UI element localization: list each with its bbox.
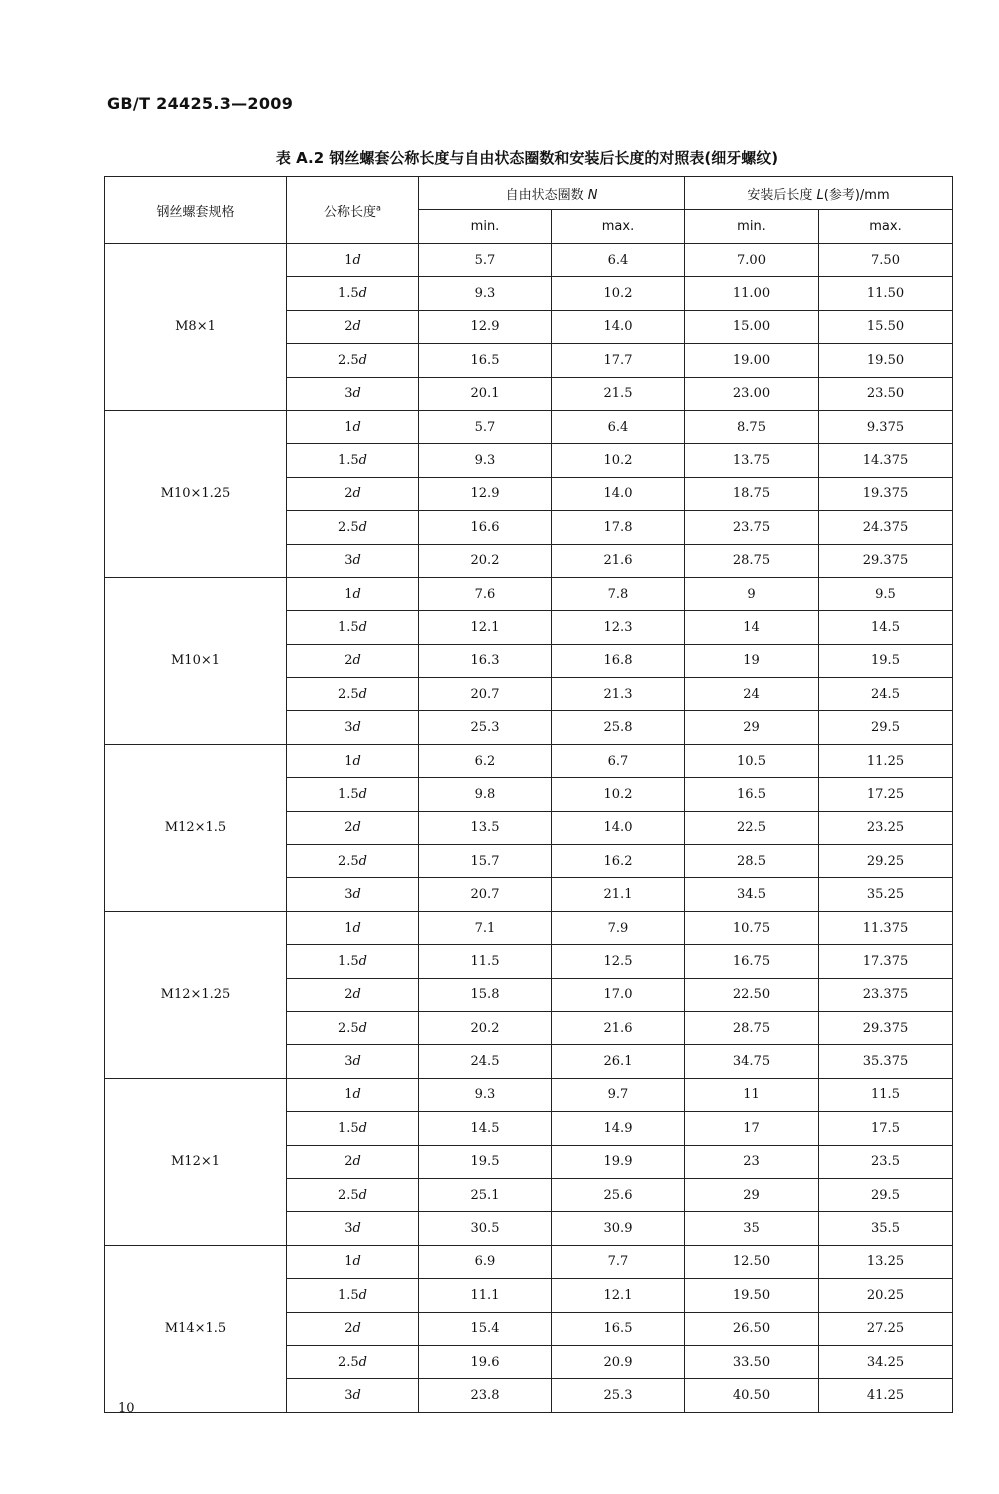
nominal-length-cell: 1.5d (287, 1279, 419, 1312)
free-max-cell: 12.3 (552, 611, 685, 644)
table-title: 表 A.2 钢丝螺套公称长度与自由状态圈数和安装后长度的对照表(细牙螺纹) (275, 149, 779, 167)
installed-min-cell: 26.50 (685, 1312, 819, 1345)
free-min-cell: 24.5 (419, 1045, 552, 1078)
table-row (105, 577, 953, 610)
installed-max-cell: 7.50 (819, 244, 953, 277)
nominal-length-cell: 1d (287, 1078, 419, 1111)
free-max-cell: 10.2 (552, 778, 685, 811)
free-max-cell: 16.2 (552, 845, 685, 878)
free-min-cell: 20.1 (419, 377, 552, 410)
free-max-cell: 21.1 (552, 878, 685, 911)
free-min-cell: 6.2 (419, 744, 552, 777)
free-min-cell: 25.3 (419, 711, 552, 744)
installed-max-cell: 11.50 (819, 277, 953, 310)
spec-cell: M14×1.5 (105, 1245, 287, 1412)
nominal-length-cell: 3d (287, 1212, 419, 1245)
free-max-cell: 25.3 (552, 1379, 685, 1412)
installed-max-cell: 15.50 (819, 310, 953, 343)
installed-min-cell: 34.5 (685, 878, 819, 911)
installed-max-cell: 19.5 (819, 644, 953, 677)
free-min-cell: 11.5 (419, 945, 552, 978)
free-min-cell: 7.6 (419, 577, 552, 610)
nominal-length-cell: 2.5d (287, 845, 419, 878)
installed-min-cell: 7.00 (685, 244, 819, 277)
installed-min-cell: 40.50 (685, 1379, 819, 1412)
installed-max-cell: 23.375 (819, 978, 953, 1011)
installed-min-cell: 18.75 (685, 477, 819, 510)
free-max-cell: 26.1 (552, 1045, 685, 1078)
nominal-length-cell: 1d (287, 911, 419, 944)
nominal-length-cell: 2d (287, 978, 419, 1011)
free-max-cell: 17.7 (552, 344, 685, 377)
installed-max-cell: 17.25 (819, 778, 953, 811)
free-min-cell: 12.9 (419, 477, 552, 510)
installed-min-cell: 19.00 (685, 344, 819, 377)
free-max-cell: 7.8 (552, 577, 685, 610)
installed-max-cell: 29.5 (819, 711, 953, 744)
installed-max-cell: 14.5 (819, 611, 953, 644)
installed-min-cell: 35 (685, 1212, 819, 1245)
free-max-cell: 6.4 (552, 244, 685, 277)
nominal-length-cell: 1.5d (287, 1112, 419, 1145)
nominal-length-cell: 2.5d (287, 1011, 419, 1044)
installed-max-cell: 35.5 (819, 1212, 953, 1245)
free-min-cell: 9.8 (419, 778, 552, 811)
table-row (105, 244, 953, 277)
installed-max-cell: 9.375 (819, 410, 953, 443)
spec-cell: M12×1 (105, 1078, 287, 1245)
free-min-cell: 5.7 (419, 410, 552, 443)
free-min-cell: 7.1 (419, 911, 552, 944)
installed-max-cell: 14.375 (819, 444, 953, 477)
free-min-cell: 16.5 (419, 344, 552, 377)
free-max-cell: 14.0 (552, 811, 685, 844)
free-min-cell: 5.7 (419, 244, 552, 277)
free-min-cell: 20.2 (419, 544, 552, 577)
header-installed-length: 安装后长度 L(参考)/mm (685, 177, 953, 210)
installed-max-cell: 29.375 (819, 544, 953, 577)
free-min-cell: 20.7 (419, 878, 552, 911)
nominal-length-cell: 3d (287, 377, 419, 410)
installed-max-cell: 41.25 (819, 1379, 953, 1412)
free-min-cell: 16.6 (419, 511, 552, 544)
free-max-cell: 25.6 (552, 1178, 685, 1211)
nominal-length-cell: 2d (287, 811, 419, 844)
nominal-length-cell: 2d (287, 644, 419, 677)
free-min-cell: 23.8 (419, 1379, 552, 1412)
installed-min-cell: 15.00 (685, 310, 819, 343)
footnote-marker: a (376, 203, 381, 213)
free-min-cell: 20.7 (419, 678, 552, 711)
nominal-length-cell: 3d (287, 878, 419, 911)
free-max-cell: 10.2 (552, 444, 685, 477)
nominal-length-cell: 1d (287, 1245, 419, 1278)
installed-max-cell: 29.25 (819, 845, 953, 878)
installed-min-cell: 33.50 (685, 1345, 819, 1378)
installed-max-cell: 23.5 (819, 1145, 953, 1178)
free-max-cell: 12.5 (552, 945, 685, 978)
installed-max-cell: 24.5 (819, 678, 953, 711)
header-free-min: min. (419, 210, 552, 244)
spec-cell: M10×1.25 (105, 410, 287, 577)
free-max-cell: 21.6 (552, 544, 685, 577)
free-min-cell: 16.3 (419, 644, 552, 677)
table-row (105, 1078, 953, 1111)
installed-min-cell: 23 (685, 1145, 819, 1178)
free-max-cell: 30.9 (552, 1212, 685, 1245)
nominal-length-cell: 3d (287, 1045, 419, 1078)
free-min-cell: 15.4 (419, 1312, 552, 1345)
installed-min-cell: 9 (685, 577, 819, 610)
installed-max-cell: 9.5 (819, 577, 953, 610)
free-max-cell: 16.8 (552, 644, 685, 677)
free-max-cell: 9.7 (552, 1078, 685, 1111)
free-min-cell: 15.8 (419, 978, 552, 1011)
table-row (105, 911, 953, 944)
installed-max-cell: 27.25 (819, 1312, 953, 1345)
installed-min-cell: 16.5 (685, 778, 819, 811)
nominal-length-cell: 1.5d (287, 611, 419, 644)
page-number: 10 (118, 1401, 135, 1416)
installed-max-cell: 11.25 (819, 744, 953, 777)
free-max-cell: 25.8 (552, 711, 685, 744)
installed-max-cell: 19.50 (819, 344, 953, 377)
nominal-length-cell: 2d (287, 310, 419, 343)
installed-min-cell: 34.75 (685, 1045, 819, 1078)
nominal-length-cell: 2.5d (287, 511, 419, 544)
free-min-cell: 15.7 (419, 845, 552, 878)
free-min-cell: 6.9 (419, 1245, 552, 1278)
nominal-length-cell: 1d (287, 577, 419, 610)
nominal-length-cell: 3d (287, 544, 419, 577)
free-min-cell: 9.3 (419, 444, 552, 477)
installed-min-cell: 23.00 (685, 377, 819, 410)
spec-cell: M12×1.5 (105, 744, 287, 911)
free-max-cell: 7.7 (552, 1245, 685, 1278)
free-max-cell: 14.0 (552, 477, 685, 510)
nominal-length-cell: 3d (287, 711, 419, 744)
free-min-cell: 25.1 (419, 1178, 552, 1211)
nominal-length-cell: 1.5d (287, 778, 419, 811)
nominal-length-cell: 1d (287, 744, 419, 777)
installed-max-cell: 23.50 (819, 377, 953, 410)
free-max-cell: 19.9 (552, 1145, 685, 1178)
installed-min-cell: 22.50 (685, 978, 819, 1011)
free-min-cell: 14.5 (419, 1112, 552, 1145)
free-max-cell: 10.2 (552, 277, 685, 310)
installed-max-cell: 29.375 (819, 1011, 953, 1044)
header-spec: 钢丝螺套规格 (105, 177, 287, 244)
header-installed-max: max. (819, 210, 953, 244)
table-row (105, 410, 953, 443)
header-free-coils: 自由状态圈数 N (419, 177, 685, 210)
nominal-length-cell: 1.5d (287, 444, 419, 477)
nominal-length-cell: 2.5d (287, 1178, 419, 1211)
installed-min-cell: 11 (685, 1078, 819, 1111)
free-max-cell: 7.9 (552, 911, 685, 944)
installed-min-cell: 11.00 (685, 277, 819, 310)
installed-max-cell: 17.375 (819, 945, 953, 978)
installed-max-cell: 19.375 (819, 477, 953, 510)
nominal-length-cell: 2d (287, 1145, 419, 1178)
free-min-cell: 11.1 (419, 1279, 552, 1312)
free-min-cell: 30.5 (419, 1212, 552, 1245)
installed-min-cell: 8.75 (685, 410, 819, 443)
installed-min-cell: 12.50 (685, 1245, 819, 1278)
free-min-cell: 9.3 (419, 1078, 552, 1111)
installed-max-cell: 24.375 (819, 511, 953, 544)
free-max-cell: 6.7 (552, 744, 685, 777)
installed-min-cell: 24 (685, 678, 819, 711)
nominal-length-cell: 1d (287, 410, 419, 443)
free-min-cell: 13.5 (419, 811, 552, 844)
nominal-length-cell: 2.5d (287, 1345, 419, 1378)
data-table (104, 176, 953, 1413)
installed-max-cell: 29.5 (819, 1178, 953, 1211)
free-max-cell: 14.0 (552, 310, 685, 343)
installed-max-cell: 20.25 (819, 1279, 953, 1312)
table-body (105, 244, 953, 1413)
installed-min-cell: 22.5 (685, 811, 819, 844)
table-row (105, 1245, 953, 1278)
installed-min-cell: 16.75 (685, 945, 819, 978)
installed-max-cell: 35.25 (819, 878, 953, 911)
document-id: GB/T 24425.3—2009 (107, 94, 294, 113)
free-max-cell: 12.1 (552, 1279, 685, 1312)
free-max-cell: 14.9 (552, 1112, 685, 1145)
header-installed-min: min. (685, 210, 819, 244)
free-max-cell: 17.0 (552, 978, 685, 1011)
installed-min-cell: 10.5 (685, 744, 819, 777)
header-nominal-length-label: 公称长度 (324, 204, 377, 220)
free-max-cell: 21.6 (552, 1011, 685, 1044)
spec-cell: M10×1 (105, 577, 287, 744)
installed-max-cell: 17.5 (819, 1112, 953, 1145)
free-max-cell: 16.5 (552, 1312, 685, 1345)
nominal-length-cell: 1.5d (287, 277, 419, 310)
installed-max-cell: 34.25 (819, 1345, 953, 1378)
free-max-cell: 17.8 (552, 511, 685, 544)
installed-min-cell: 10.75 (685, 911, 819, 944)
installed-min-cell: 13.75 (685, 444, 819, 477)
installed-max-cell: 35.375 (819, 1045, 953, 1078)
header-free-max: max. (552, 210, 685, 244)
free-min-cell: 9.3 (419, 277, 552, 310)
spec-cell: M12×1.25 (105, 911, 287, 1078)
spec-cell: M8×1 (105, 244, 287, 411)
installed-min-cell: 17 (685, 1112, 819, 1145)
table-row (105, 744, 953, 777)
installed-max-cell: 13.25 (819, 1245, 953, 1278)
installed-min-cell: 14 (685, 611, 819, 644)
installed-min-cell: 23.75 (685, 511, 819, 544)
free-max-cell: 6.4 (552, 410, 685, 443)
header-nominal-length (287, 177, 419, 244)
nominal-length-cell: 1d (287, 244, 419, 277)
installed-max-cell: 23.25 (819, 811, 953, 844)
free-max-cell: 21.3 (552, 678, 685, 711)
installed-min-cell: 28.5 (685, 845, 819, 878)
nominal-length-cell: 2d (287, 1312, 419, 1345)
free-min-cell: 20.2 (419, 1011, 552, 1044)
installed-min-cell: 19.50 (685, 1279, 819, 1312)
free-min-cell: 12.1 (419, 611, 552, 644)
nominal-length-cell: 2.5d (287, 678, 419, 711)
installed-min-cell: 19 (685, 644, 819, 677)
installed-min-cell: 28.75 (685, 544, 819, 577)
free-max-cell: 21.5 (552, 377, 685, 410)
installed-max-cell: 11.375 (819, 911, 953, 944)
nominal-length-cell: 2d (287, 477, 419, 510)
nominal-length-cell: 1.5d (287, 945, 419, 978)
installed-min-cell: 29 (685, 1178, 819, 1211)
nominal-length-cell: 2.5d (287, 344, 419, 377)
free-min-cell: 19.6 (419, 1345, 552, 1378)
free-max-cell: 20.9 (552, 1345, 685, 1378)
installed-min-cell: 29 (685, 711, 819, 744)
free-min-cell: 12.9 (419, 310, 552, 343)
installed-min-cell: 28.75 (685, 1011, 819, 1044)
installed-max-cell: 11.5 (819, 1078, 953, 1111)
nominal-length-cell: 3d (287, 1379, 419, 1412)
free-min-cell: 19.5 (419, 1145, 552, 1178)
